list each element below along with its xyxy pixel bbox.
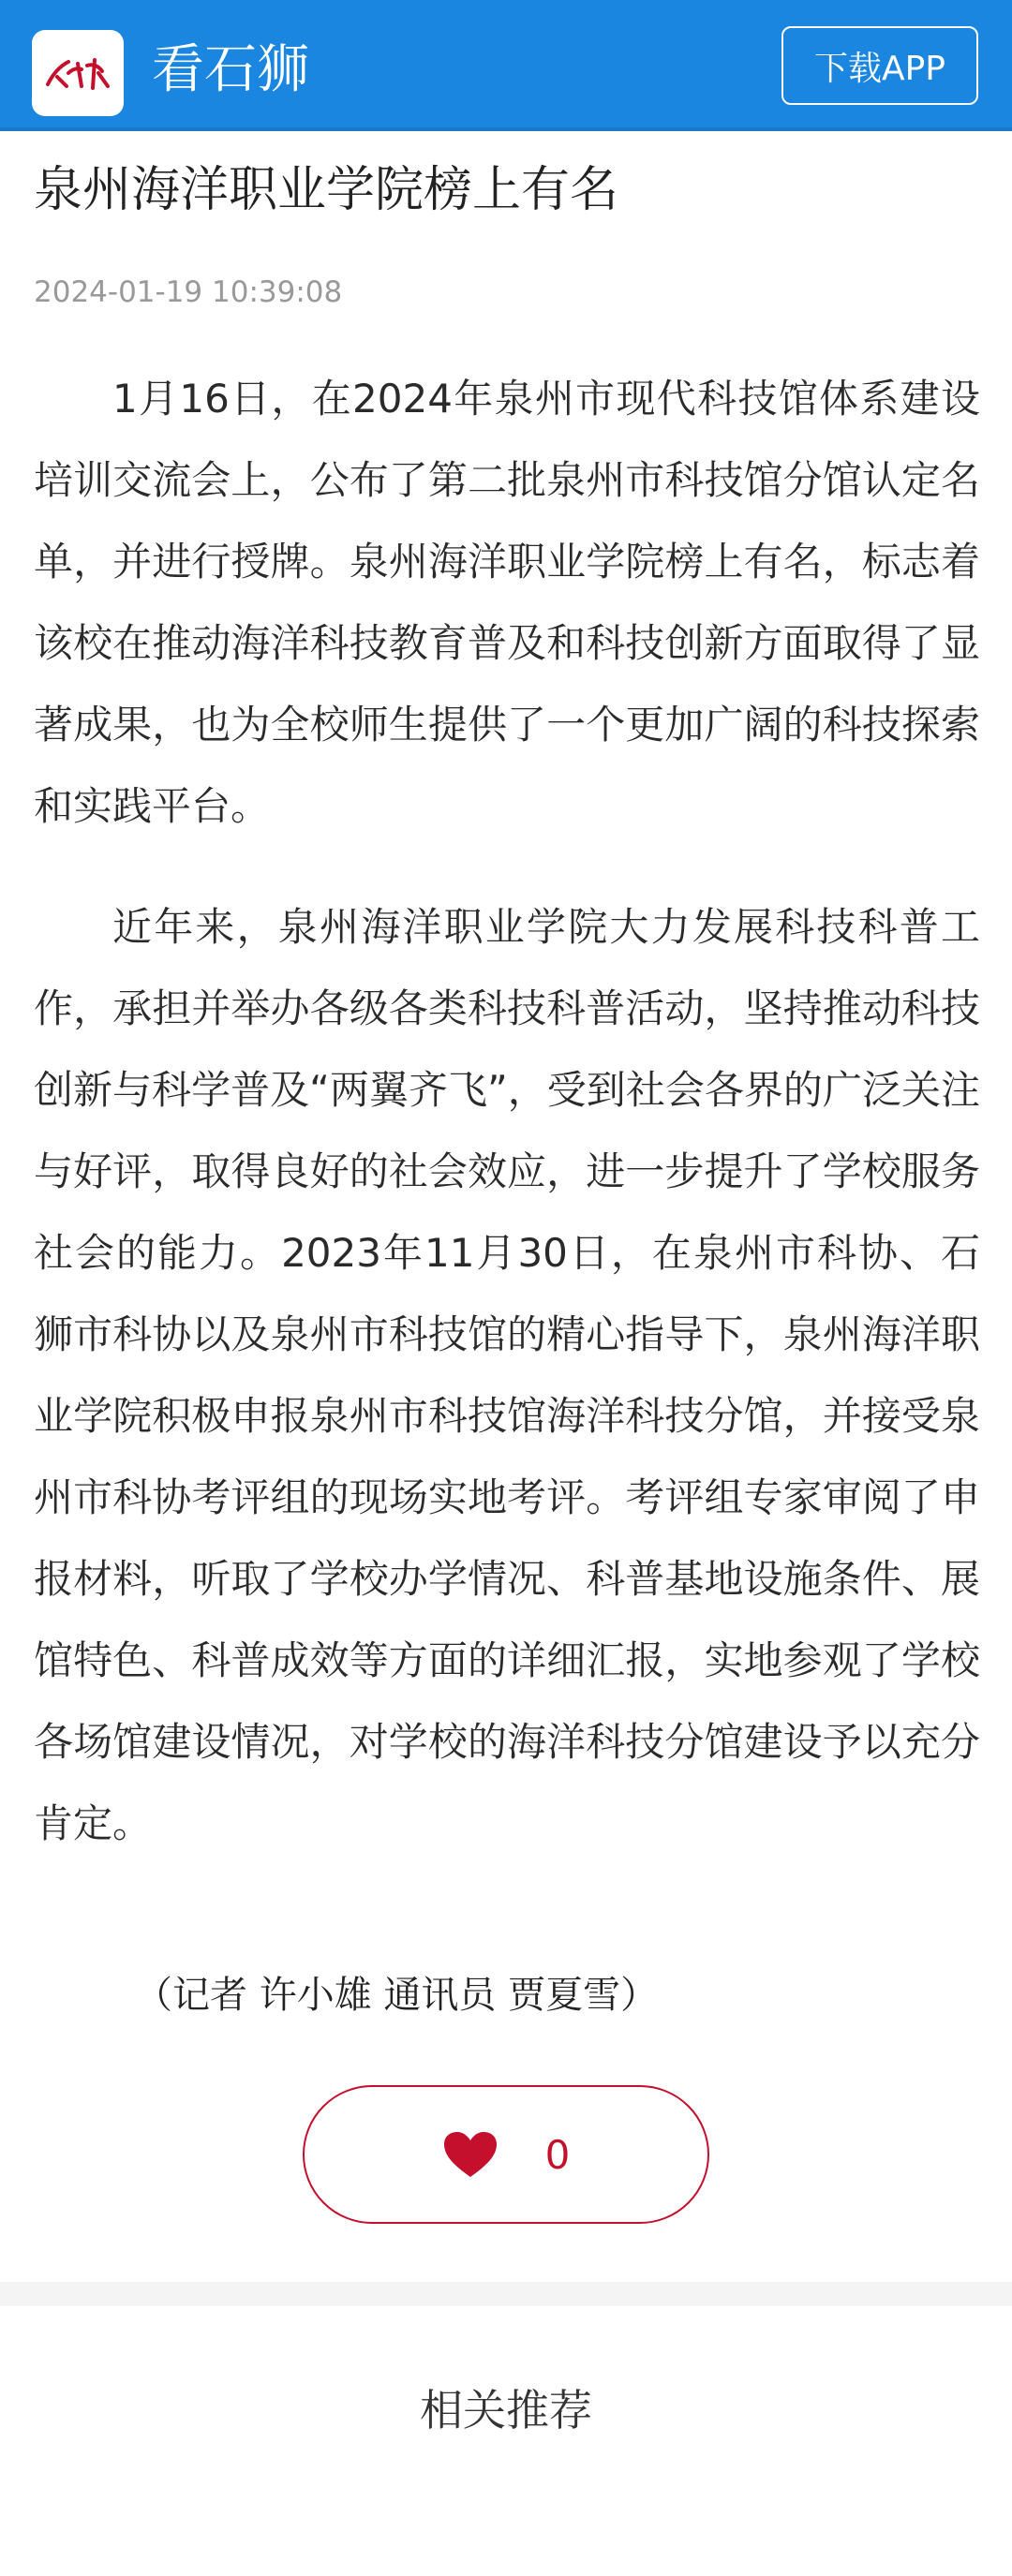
publish-date: 2024-01-19 10:39:08 (34, 275, 343, 309)
app-logo[interactable] (32, 30, 124, 116)
download-app-button[interactable]: 下载APP (781, 26, 978, 105)
logo-icon (40, 45, 115, 101)
heart-icon (442, 2130, 499, 2179)
related-recommendations-title: 相关推荐 (420, 2385, 592, 2435)
like-count: 0 (544, 2131, 571, 2178)
article-byline: （记者 许小雄 通讯员 贾夏雪） (135, 1974, 659, 2017)
top-bar (0, 0, 1012, 131)
article-paragraph: 1月16日，在2024年泉州市现代科技馆体系建设培训交流会上，公布了第二批泉州市科技馆分馆认定名单，并进行授牌。泉州海洋职业学院榜上有名，标志着该校在推动海洋科技教育普及和科技创新方面取得了显著成果，也为全校师生提供了一个更加广阔的科技探索和实践平台。 (34, 376, 980, 829)
like-button[interactable] (303, 2085, 709, 2224)
section-divider (0, 2282, 1012, 2306)
article-title: 泉州海洋职业学院榜上有名 (34, 162, 619, 218)
article-paragraph: 近年来，泉州海洋职业学院大力发展科技科普工作，承担并举办各级各类科技科普活动，坚持推动科技创新与科学普及“两翼齐飞”，受到社会各界的广泛关注与好评，取得良好的社会效应，进一步提升了学校服务社会的能力。2023年11月30日，在泉州市科协、石狮市科协以及泉州市科技馆的精心指导下，泉州海洋职业学院积极申报泉州市科技馆海洋科技分馆，并接受泉州市科协考评组的现场实地考评。考评组专家审阅了申报材料，听取了学校办学情况、科普基地设施条件、展馆特色、科普成效等方面的详细汇报，实地参观了学校各场馆建设情况，对学校的海洋科技分馆建设予以充分肯定。 (34, 904, 980, 1846)
article-body (34, 358, 980, 1903)
app-name: 看石狮 (152, 39, 309, 100)
